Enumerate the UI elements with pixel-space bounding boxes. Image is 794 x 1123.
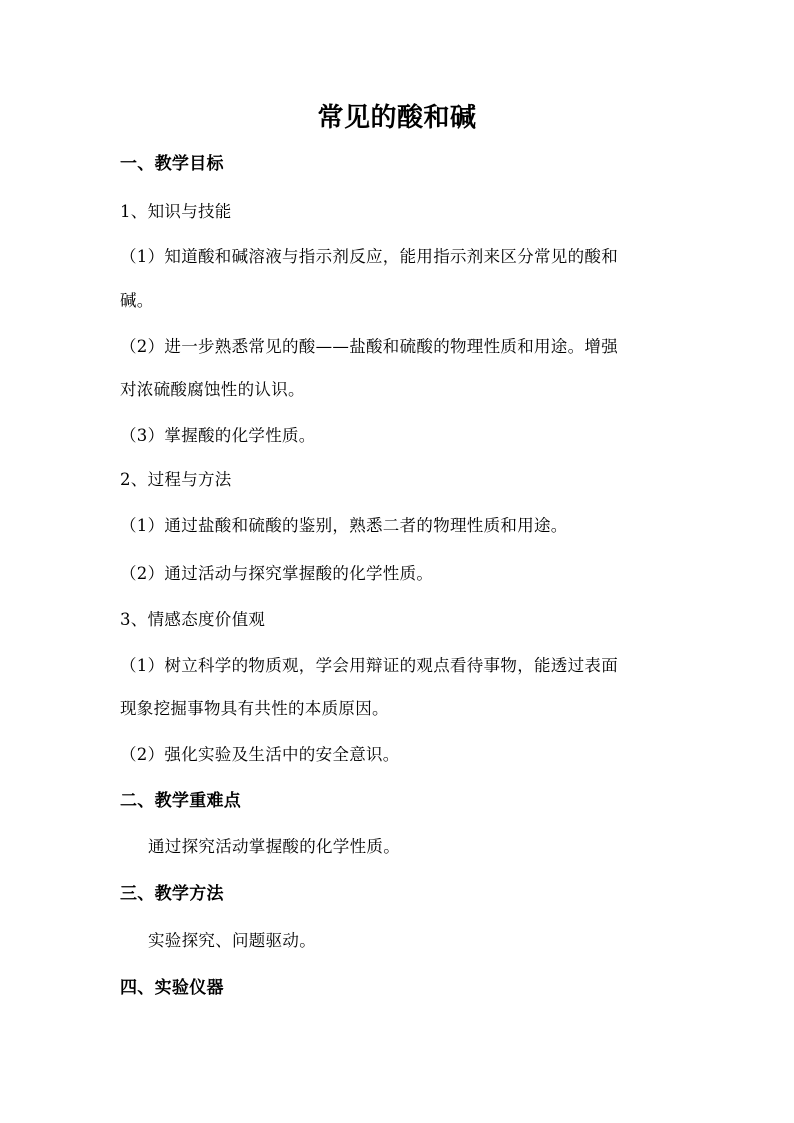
paragraph-goal-3: （3）掌握酸的化学性质。 [120,426,316,445]
paragraph-goal-2-line-1: （2）进一步熟悉常见的酸——盐酸和硫酸的物理性质和用途。增强 [120,337,618,356]
subheading-knowledge-skills: 1、知识与技能 [120,202,232,221]
paragraph-goal-1-line-2: 碱。 [120,291,154,310]
section-heading-key-difficulties: 二、教学重难点 [120,791,242,811]
subheading-process-method: 2、过程与方法 [120,470,232,489]
paragraph-attitude-2: （2）强化实验及生活中的安全意识。 [120,745,400,764]
section-heading-teaching-methods: 三、教学方法 [120,884,224,904]
section-heading-lab-equipment: 四、实验仪器 [120,978,224,998]
section-heading-teaching-goals: 一、教学目标 [120,154,224,174]
paragraph-process-2: （2）通过活动与探究掌握酸的化学性质。 [120,564,434,583]
paragraph-process-1: （1）通过盐酸和硫酸的鉴别，熟悉二者的物理性质和用途。 [120,516,568,535]
document-title: 常见的酸和碱 [317,103,477,133]
subheading-attitude-values: 3、情感态度价值观 [120,610,266,629]
paragraph-key-difficulties: 通过探究活动掌握酸的化学性质。 [148,837,400,856]
paragraph-teaching-methods: 实验探究、问题驱动。 [148,931,316,950]
paragraph-attitude-1-line-2: 现象挖掘事物具有共性的本质原因。 [120,699,389,718]
paragraph-goal-1-line-1: （1）知道酸和碱溶液与指示剂反应，能用指示剂来区分常见的酸和 [120,247,618,266]
paragraph-goal-2-line-2: 对浓硫酸腐蚀性的认识。 [120,380,305,399]
paragraph-attitude-1-line-1: （1）树立科学的物质观，学会用辩证的观点看待事物，能透过表面 [120,656,618,675]
